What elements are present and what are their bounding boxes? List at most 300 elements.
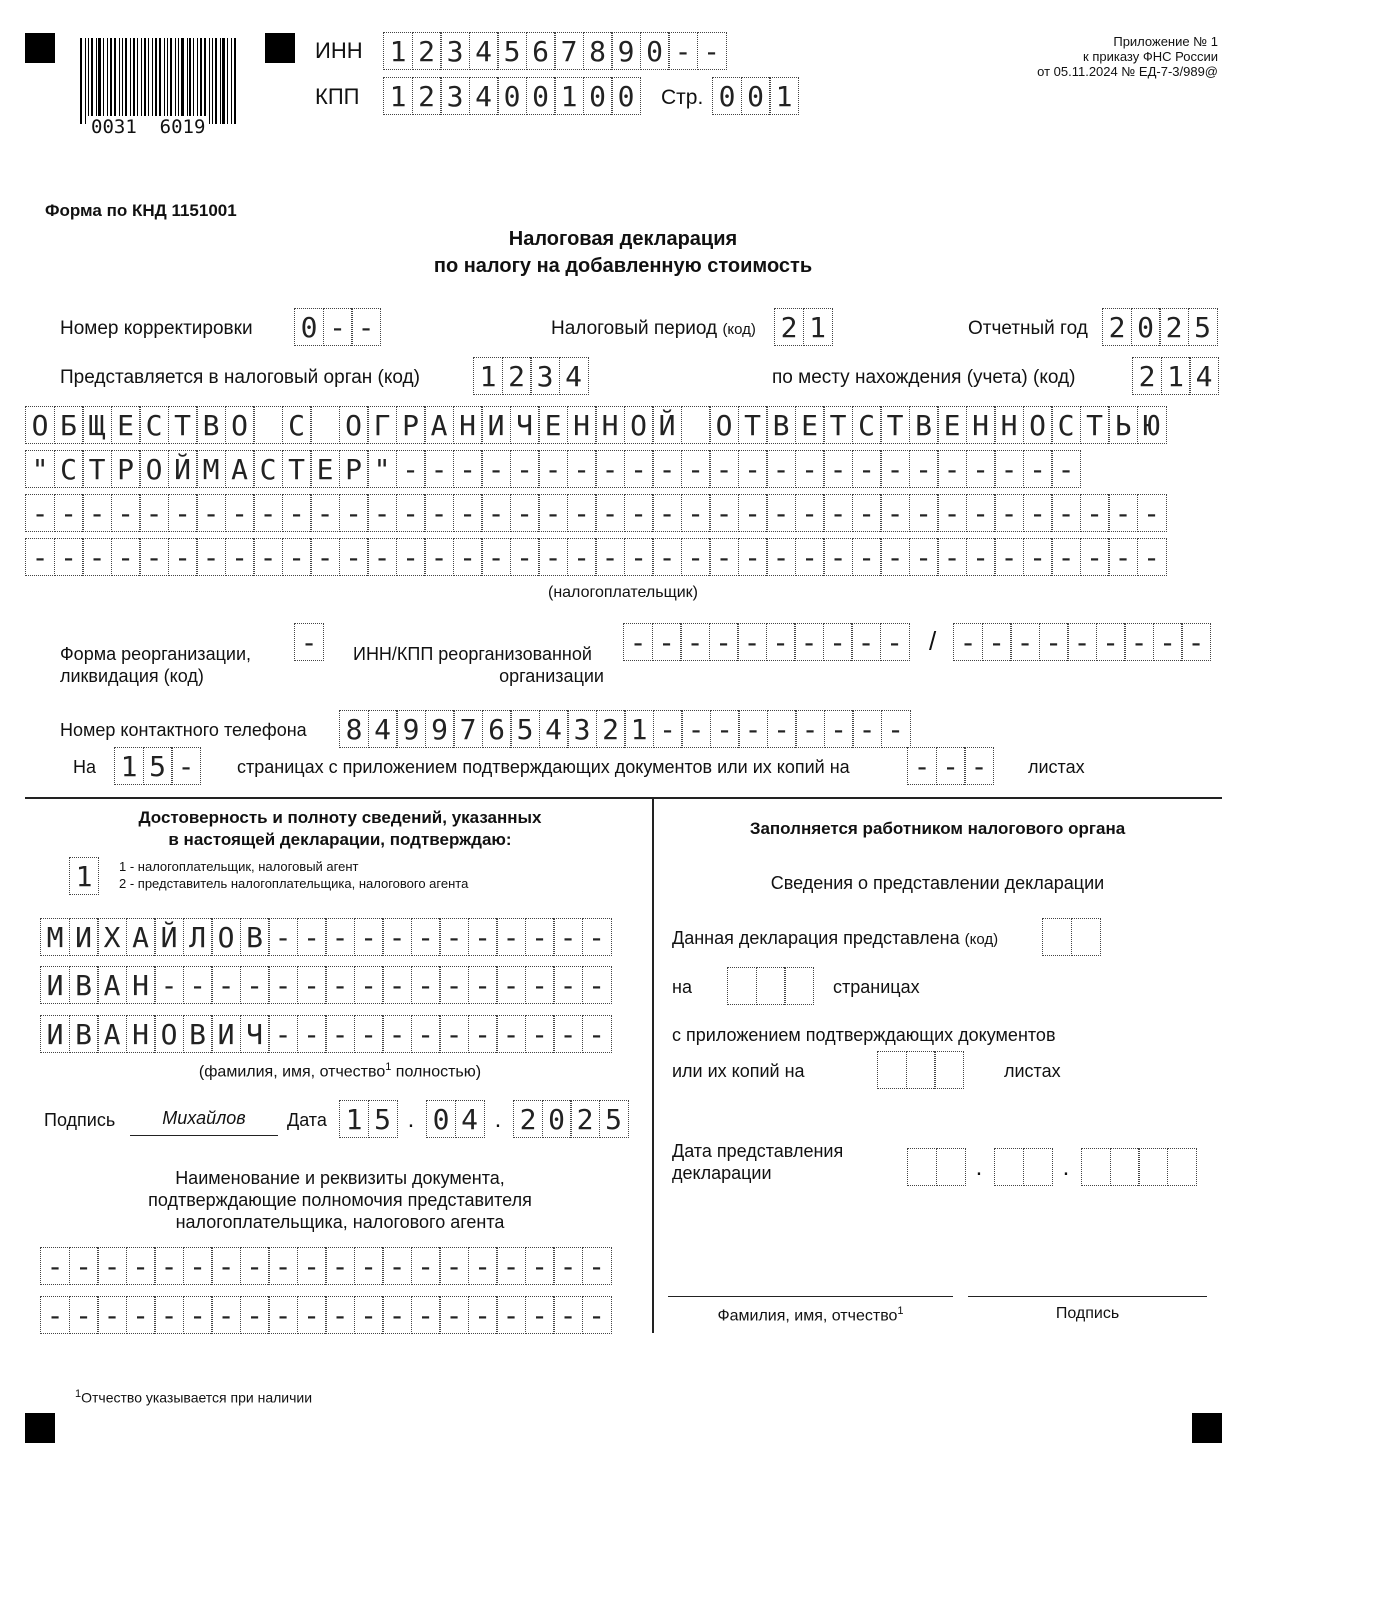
char-cell: - (154, 1296, 184, 1334)
year-label: Отчетный год (968, 318, 1088, 339)
office-pages-label: страницах (833, 977, 920, 997)
char-cell: Н (994, 406, 1024, 444)
char-cell: - (325, 1296, 355, 1334)
char-cell: 1 (473, 357, 503, 395)
char-cell: - (538, 494, 568, 532)
char-cell: - (525, 918, 555, 956)
char-cell: 6 (482, 710, 512, 748)
char-cell: - (282, 494, 312, 532)
char-cell: 0 (294, 308, 324, 346)
phone-cells (339, 710, 909, 748)
surname-cells (40, 918, 610, 956)
char-cell: - (240, 1296, 270, 1334)
char-cell: Т (82, 450, 112, 488)
char-cell: - (1067, 623, 1097, 661)
barcode-bar (122, 38, 123, 124)
barcode-bar (148, 38, 149, 124)
char-cell: - (795, 538, 825, 576)
char-cell: - (139, 538, 169, 576)
char-cell: - (310, 538, 340, 576)
char-cell: 3 (567, 710, 597, 748)
char-cell: - (994, 450, 1024, 488)
char-cell: - (1010, 623, 1040, 661)
char-cell: 0 (526, 77, 556, 115)
office-sheets-label: листах (1004, 1061, 1061, 1081)
char-cell: - (54, 494, 84, 532)
char-cell: - (396, 494, 426, 532)
char-cell: - (709, 538, 739, 576)
char-cell: - (709, 450, 739, 488)
char-cell: - (496, 1296, 526, 1334)
char-cell: - (795, 710, 825, 748)
char-cell: - (823, 623, 853, 661)
confirm-heading-2: в настоящей декларации, подтверждаю: (168, 830, 512, 849)
office-attach-cells (877, 1051, 963, 1089)
empty-cell (1138, 1148, 1168, 1186)
char-cell: - (966, 450, 996, 488)
empty-cell (1110, 1148, 1140, 1186)
char-cell: - (982, 623, 1012, 661)
date-year-cells (513, 1100, 627, 1138)
char-cell: - (339, 494, 369, 532)
char-cell: 3 (530, 357, 560, 395)
char-cell: - (82, 494, 112, 532)
char-cell: - (253, 538, 283, 576)
char-cell: - (294, 623, 324, 661)
char-cell: 9 (396, 710, 426, 748)
char-cell: - (681, 494, 711, 532)
char-cell: - (652, 450, 682, 488)
char-cell: 7 (453, 710, 483, 748)
char-cell: - (25, 494, 55, 532)
barcode-bar (215, 38, 217, 124)
char-cell: - (964, 747, 994, 785)
char-cell: - (795, 494, 825, 532)
char-cell: - (183, 1247, 213, 1285)
char-cell: С (1051, 406, 1081, 444)
barcode-bar (144, 38, 146, 124)
char-cell: Е (538, 406, 568, 444)
barcode-bar (130, 38, 131, 124)
char-cell: - (268, 1247, 298, 1285)
office-heading: Заполняется работником налогового органа (749, 819, 1126, 838)
office-pages-cells (727, 967, 813, 1005)
form-title-line-1: Налоговая декларация (508, 228, 738, 250)
char-cell: - (1023, 450, 1053, 488)
empty-cell (1042, 918, 1072, 956)
char-cell: Н (567, 406, 597, 444)
char-cell: - (111, 538, 141, 576)
char-cell: - (268, 918, 298, 956)
char-cell: - (994, 538, 1024, 576)
char-cell: 7 (554, 32, 584, 70)
char-cell: - (595, 494, 625, 532)
office-date-dot-1: . (975, 1154, 983, 1181)
char-cell: Ч (510, 406, 540, 444)
char-cell: И (211, 1015, 241, 1053)
char-cell: - (994, 494, 1024, 532)
char-cell: - (411, 1296, 441, 1334)
char-cell: - (709, 494, 739, 532)
char-cell: - (795, 450, 825, 488)
char-cell: 1 (554, 77, 584, 115)
location-label: по месту нахождения (учета) (код) (772, 367, 1076, 388)
char-cell: Н (126, 966, 156, 1004)
fio-caption-sup: 1 (385, 1061, 392, 1073)
period-code-note: (код) (722, 321, 756, 338)
barcode-bar (91, 38, 93, 124)
char-cell: 0 (1131, 308, 1161, 346)
char-cell: А (225, 450, 255, 488)
office-fio-sup: 1 (897, 1305, 904, 1317)
char-cell: - (97, 1247, 127, 1285)
char-cell: - (623, 623, 653, 661)
barcode-bar (234, 38, 236, 124)
char-cell: Г (367, 406, 397, 444)
char-cell: - (297, 1247, 327, 1285)
char-cell: В (69, 966, 99, 1004)
char-cell: - (851, 623, 881, 661)
date-cells-group (339, 1100, 627, 1138)
page-label: Стр. (661, 86, 704, 109)
barcode-bar (98, 38, 101, 124)
char-cell: 4 (469, 77, 499, 115)
char-cell: Й (168, 450, 198, 488)
char-cell: 3 (440, 77, 470, 115)
empty-cell (1071, 918, 1101, 956)
barcode-bar (155, 38, 158, 124)
char-cell: - (738, 710, 768, 748)
barcode-bar (212, 38, 213, 124)
char-cell: - (553, 1247, 583, 1285)
char-cell: 4 (455, 1100, 485, 1138)
corner-marker-bottom-right (1192, 1413, 1222, 1443)
char-cell: - (652, 623, 682, 661)
office-date-label-1: Дата представления (672, 1141, 844, 1161)
char-cell: - (953, 623, 983, 661)
office-date-day-cells (907, 1148, 964, 1186)
char-cell: - (1137, 538, 1167, 576)
office-attach-label-1: с приложением подтверждающих документов (672, 1025, 1056, 1045)
char-cell: - (25, 538, 55, 576)
pages-cells (114, 747, 200, 785)
fio-caption-b: полностью) (391, 1063, 482, 1081)
char-cell: - (297, 918, 327, 956)
char-cell: - (396, 450, 426, 488)
barcode-bar (222, 38, 225, 124)
char-cell: - (367, 494, 397, 532)
char-cell: Е (310, 450, 340, 488)
char-cell: - (382, 966, 412, 1004)
char-cell: О (154, 1015, 184, 1053)
confirm-option-1: 1 - налогоплательщик, налоговый агент (119, 859, 359, 874)
barcode-bar (159, 38, 161, 124)
taxpayer-line-2 (25, 450, 1080, 488)
char-cell: 5 (1188, 308, 1218, 346)
char-cell: - (553, 966, 583, 1004)
char-cell: - (824, 710, 854, 748)
char-cell: - (1051, 450, 1081, 488)
char-cell: - (909, 450, 939, 488)
reorg-inn-label-2: организации (499, 666, 604, 686)
char-cell: - (681, 538, 711, 576)
char-cell: - (1023, 494, 1053, 532)
office-attach-label-2: или их копий на (672, 1061, 805, 1081)
char-cell: Е (111, 406, 141, 444)
office-date-month-cells (994, 1148, 1051, 1186)
barcode-bar (137, 38, 138, 124)
char-cell: - (351, 308, 381, 346)
char-cell: - (710, 710, 740, 748)
char-cell: Т (168, 406, 198, 444)
form-title-line-2: по налогу на добавленную стоимость (433, 255, 813, 277)
char-cell: 2 (412, 77, 442, 115)
date-month-cells (426, 1100, 483, 1138)
char-cell: - (168, 538, 198, 576)
char-cell: - (325, 918, 355, 956)
footnote (75, 1388, 312, 1406)
date-dot-1: . (407, 1106, 415, 1133)
char-cell: - (852, 538, 882, 576)
char-cell: А (126, 918, 156, 956)
doc-line-1-cells (40, 1247, 610, 1285)
char-cell: - (738, 450, 768, 488)
office-fio-label (668, 1305, 953, 1325)
char-cell: - (823, 538, 853, 576)
char-cell: 1 (803, 308, 833, 346)
pages-text: страницах с приложением подтверждающих документов или их копий на (237, 757, 850, 777)
char-cell: - (653, 710, 683, 748)
char-cell: О (139, 450, 169, 488)
char-cell: - (852, 710, 882, 748)
taxpayer-line-3 (25, 494, 1165, 532)
char-cell: 0 (583, 77, 613, 115)
office-signature-label: Подпись (1055, 1305, 1120, 1322)
char-cell: - (439, 1296, 469, 1334)
char-cell: - (737, 623, 767, 661)
char-cell: - (510, 538, 540, 576)
char-cell: М (196, 450, 226, 488)
date-dot-2: . (494, 1106, 502, 1133)
char-cell: - (240, 966, 270, 1004)
char-cell: Л (183, 918, 213, 956)
char-cell: - (396, 538, 426, 576)
char-cell: - (382, 918, 412, 956)
char-cell: 3 (440, 32, 470, 70)
char-cell: Н (966, 406, 996, 444)
char-cell: - (525, 1247, 555, 1285)
char-cell: 1 (769, 77, 799, 115)
char-cell: - (171, 747, 201, 785)
barcode-bar (133, 38, 135, 124)
attach-sheets-cells (907, 747, 993, 785)
char-cell: - (624, 494, 654, 532)
char-cell: - (282, 538, 312, 576)
office-fio-line (668, 1296, 953, 1297)
name-cells (40, 966, 610, 1004)
char-cell: Р (111, 450, 141, 488)
phone-label: Номер контактного телефона (60, 720, 307, 740)
char-cell: - (652, 494, 682, 532)
char-cell: Ь (1108, 406, 1138, 444)
char-cell: - (880, 450, 910, 488)
char-cell: - (268, 1015, 298, 1053)
char-cell: - (69, 1247, 99, 1285)
char-cell: - (481, 494, 511, 532)
char-cell: - (567, 538, 597, 576)
char-cell: - (424, 538, 454, 576)
char-cell: - (297, 1296, 327, 1334)
char-cell: - (595, 538, 625, 576)
office-fio-text: Фамилия, имя, отчество (717, 1307, 898, 1325)
char-cell: - (468, 1296, 498, 1334)
barcode-bar (125, 38, 128, 124)
char-cell: - (510, 450, 540, 488)
char-cell: М (40, 918, 70, 956)
footnote-text: Отчество указывается при наличии (81, 1389, 313, 1406)
submitted-label-text: Данная декларация представлена (672, 928, 960, 948)
barcode-bar (114, 38, 116, 124)
char-cell: - (196, 538, 226, 576)
char-cell: 6 (526, 32, 556, 70)
char-cell: - (154, 1247, 184, 1285)
char-cell: - (424, 450, 454, 488)
char-cell: 2 (502, 357, 532, 395)
year-cells (1102, 308, 1216, 346)
char-cell: - (468, 1247, 498, 1285)
char-cell: И (40, 1015, 70, 1053)
char-cell: - (411, 918, 441, 956)
char-cell: 0 (542, 1100, 572, 1138)
char-cell: - (538, 538, 568, 576)
char-cell: - (553, 1015, 583, 1053)
barcode-bar (164, 38, 165, 124)
char-cell: 0 (497, 77, 527, 115)
char-cell: - (481, 538, 511, 576)
char-cell: - (453, 450, 483, 488)
char-cell: - (1108, 538, 1138, 576)
empty-cell (756, 967, 786, 1005)
patronymic-cells (40, 1015, 610, 1053)
char-cell: Р (339, 450, 369, 488)
char-cell: - (767, 710, 797, 748)
authority-label: Представляется в налоговый орган (код) (60, 367, 420, 388)
barcode-bar (193, 38, 194, 124)
char-cell: И (40, 966, 70, 1004)
barcode-bar (170, 38, 172, 124)
char-cell: - (1023, 538, 1053, 576)
char-cell: Ю (1137, 406, 1167, 444)
char-cell: - (1080, 494, 1110, 532)
barcode-bar (80, 38, 82, 124)
submitted-code-note: (код) (964, 931, 999, 948)
char-cell: - (297, 966, 327, 1004)
char-cell: - (538, 450, 568, 488)
char-cell: А (97, 966, 127, 1004)
char-cell: - (268, 966, 298, 1004)
char-cell: 2 (1159, 308, 1189, 346)
char-cell: " (25, 450, 55, 488)
char-cell: О (1023, 406, 1053, 444)
char-cell: - (1039, 623, 1069, 661)
corner-marker-top-mid (265, 33, 295, 63)
barcode-bar (103, 38, 104, 124)
char-cell: О (25, 406, 55, 444)
empty-cell (784, 967, 814, 1005)
period-label-text: Налоговый период (551, 318, 718, 339)
sheets-label: листах (1028, 757, 1085, 777)
char-cell: - (339, 538, 369, 576)
reorg-inn-label-1: ИНН/КПП реорганизованной (353, 644, 592, 664)
char-cell: " (367, 450, 397, 488)
char-cell: - (325, 1015, 355, 1053)
char-cell: 4 (469, 32, 499, 70)
char-cell: 0 (426, 1100, 456, 1138)
char-cell: - (823, 450, 853, 488)
inn-label: ИНН (315, 38, 363, 63)
taxpayer-line-1 (25, 406, 1165, 444)
empty-cell (877, 1051, 907, 1089)
fio-caption (40, 1061, 640, 1081)
barcode-bar (175, 38, 176, 124)
char-cell: - (183, 966, 213, 1004)
char-cell: - (681, 450, 711, 488)
char-cell: - (468, 918, 498, 956)
char-cell: - (681, 710, 711, 748)
char-cell: - (69, 1296, 99, 1334)
correction-label: Номер корректировки (60, 318, 253, 339)
date-label: Дата (287, 1110, 327, 1130)
char-cell: - (510, 494, 540, 532)
char-cell: - (652, 538, 682, 576)
char-cell: - (453, 494, 483, 532)
char-cell: Н (453, 406, 483, 444)
char-cell: 9 (425, 710, 455, 748)
kpp-label: КПП (315, 84, 360, 109)
char-cell: 2 (1132, 357, 1162, 395)
char-cell: - (183, 1296, 213, 1334)
char-cell: - (1108, 494, 1138, 532)
barcode-bar (110, 38, 112, 124)
char-cell: 1 (69, 857, 99, 895)
char-cell: Щ (82, 406, 112, 444)
char-cell: 1 (383, 77, 413, 115)
char-cell: - (823, 494, 853, 532)
inn-cells (383, 32, 725, 70)
char-cell: - (738, 538, 768, 576)
char-cell: 1 (383, 32, 413, 70)
char-cell: - (680, 623, 710, 661)
reorg-kpp-cells (953, 623, 1210, 661)
char-cell: - (852, 450, 882, 488)
footnote-sup: 1 (75, 1388, 82, 1400)
char-cell: - (766, 623, 796, 661)
char-cell: И (481, 406, 511, 444)
doc-heading-2: подтверждающие полномочия представителя (148, 1190, 532, 1210)
char-cell: Т (880, 406, 910, 444)
char-cell: - (966, 494, 996, 532)
location-cells (1132, 357, 1218, 395)
date-day-cells (339, 1100, 396, 1138)
char-cell: - (1124, 623, 1154, 661)
barcode-bar (141, 38, 142, 124)
char-cell: Т (738, 406, 768, 444)
char-cell: - (82, 538, 112, 576)
char-cell: - (567, 450, 597, 488)
char-cell: - (225, 538, 255, 576)
char-cell: - (453, 538, 483, 576)
char-cell: - (354, 1247, 384, 1285)
